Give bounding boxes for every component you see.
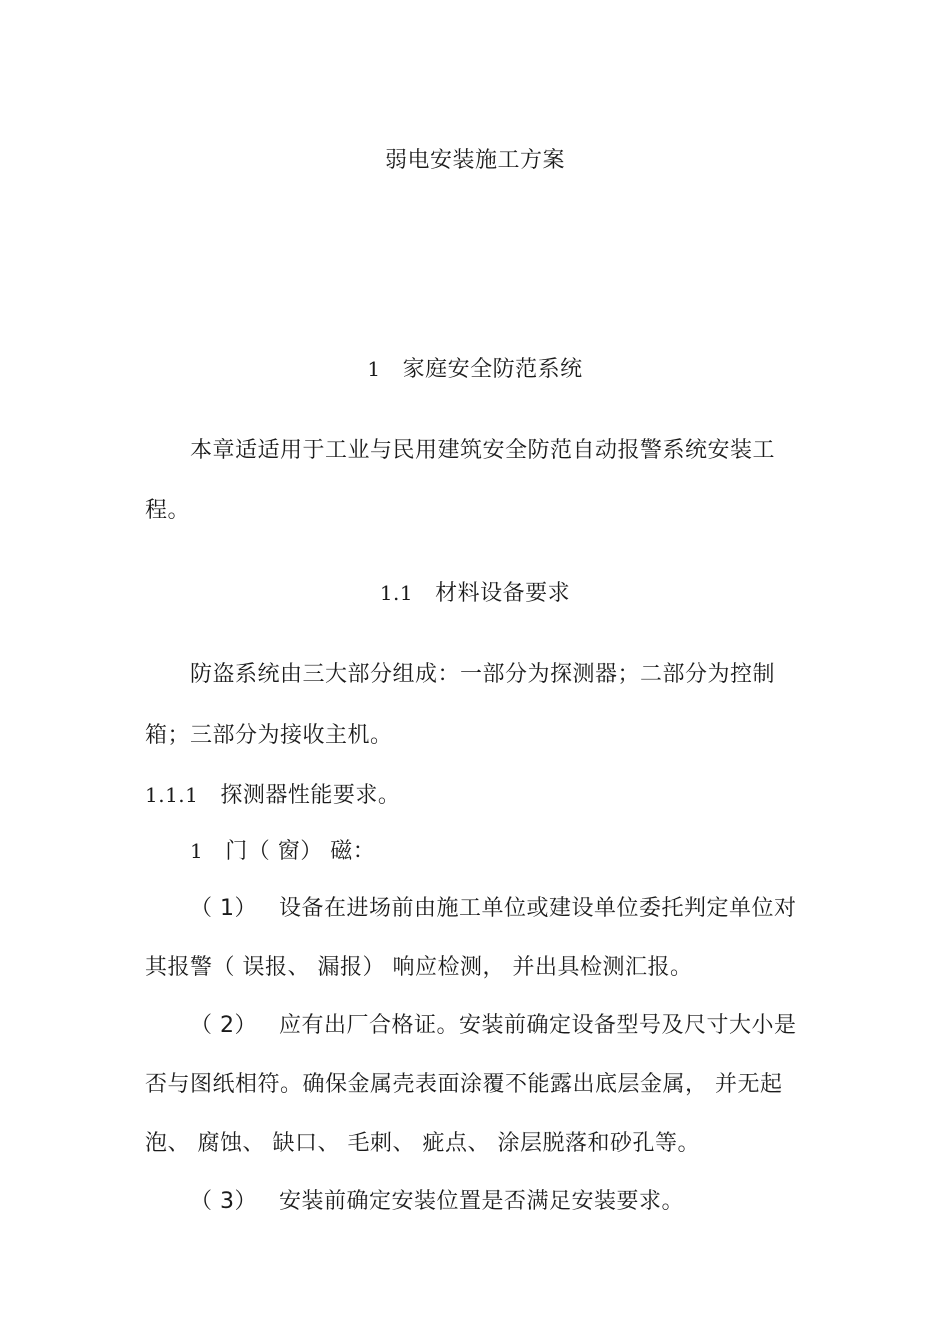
section-title: 家庭安全防范系统 (402, 357, 583, 382)
paragraph-line: 箱；三部分为接收主机。 (145, 723, 393, 748)
section-title: 探测器性能要求。 (220, 783, 401, 808)
list-item-text: 门（ 窗） 磁： (225, 839, 376, 864)
requirement-line (190, 894, 797, 924)
paragraph-line: 程。 (145, 498, 191, 523)
section-number: 1.1.1 (145, 783, 199, 807)
section-heading-1 (0, 354, 950, 385)
requirement-text: 设备在进场前由施工单位或建设单位委托判定单位对 (279, 896, 797, 921)
list-item-number: 1 (190, 839, 204, 863)
requirement-line (190, 1011, 797, 1041)
section-heading-1-1 (0, 578, 950, 609)
requirement-marker: （ 3） (190, 1189, 257, 1214)
document-title-text: 弱电安装施工方案 (384, 148, 565, 173)
requirement-line (190, 1187, 684, 1217)
subsection-heading-1-1-1 (145, 780, 400, 811)
section-number: 1.1 (379, 581, 414, 605)
paragraph-line: 防盗系统由三大部分组成：一部分为探测器；二部分为控制 (190, 662, 776, 687)
paragraph-line: 本章适适用于工业与民用建筑安全防范自动报警系统安装工 (190, 438, 776, 463)
document-title (0, 146, 950, 176)
requirement-text: 应有出厂合格证。安装前确定设备型号及尺寸大小是 (279, 1013, 797, 1038)
requirement-line: 否与图纸相符。确保金属壳表面涂覆不能露出底层金属， 并无起 (145, 1072, 783, 1097)
requirement-marker: （ 2） (190, 1013, 257, 1038)
requirement-line: 其报警（ 误报、 漏报） 响应检测， 并出具检测汇报。 (145, 955, 693, 980)
section-number: 1 (367, 357, 381, 381)
list-item-heading (190, 836, 375, 867)
section-title: 材料设备要求 (435, 581, 571, 606)
requirement-line: 泡、 腐蚀、 缺口、 毛刺、 疵点、 涂层脱落和砂孔等。 (145, 1131, 700, 1156)
requirement-marker: （ 1） (190, 896, 257, 921)
requirement-text: 安装前确定安装位置是否满足安装要求。 (279, 1189, 685, 1214)
